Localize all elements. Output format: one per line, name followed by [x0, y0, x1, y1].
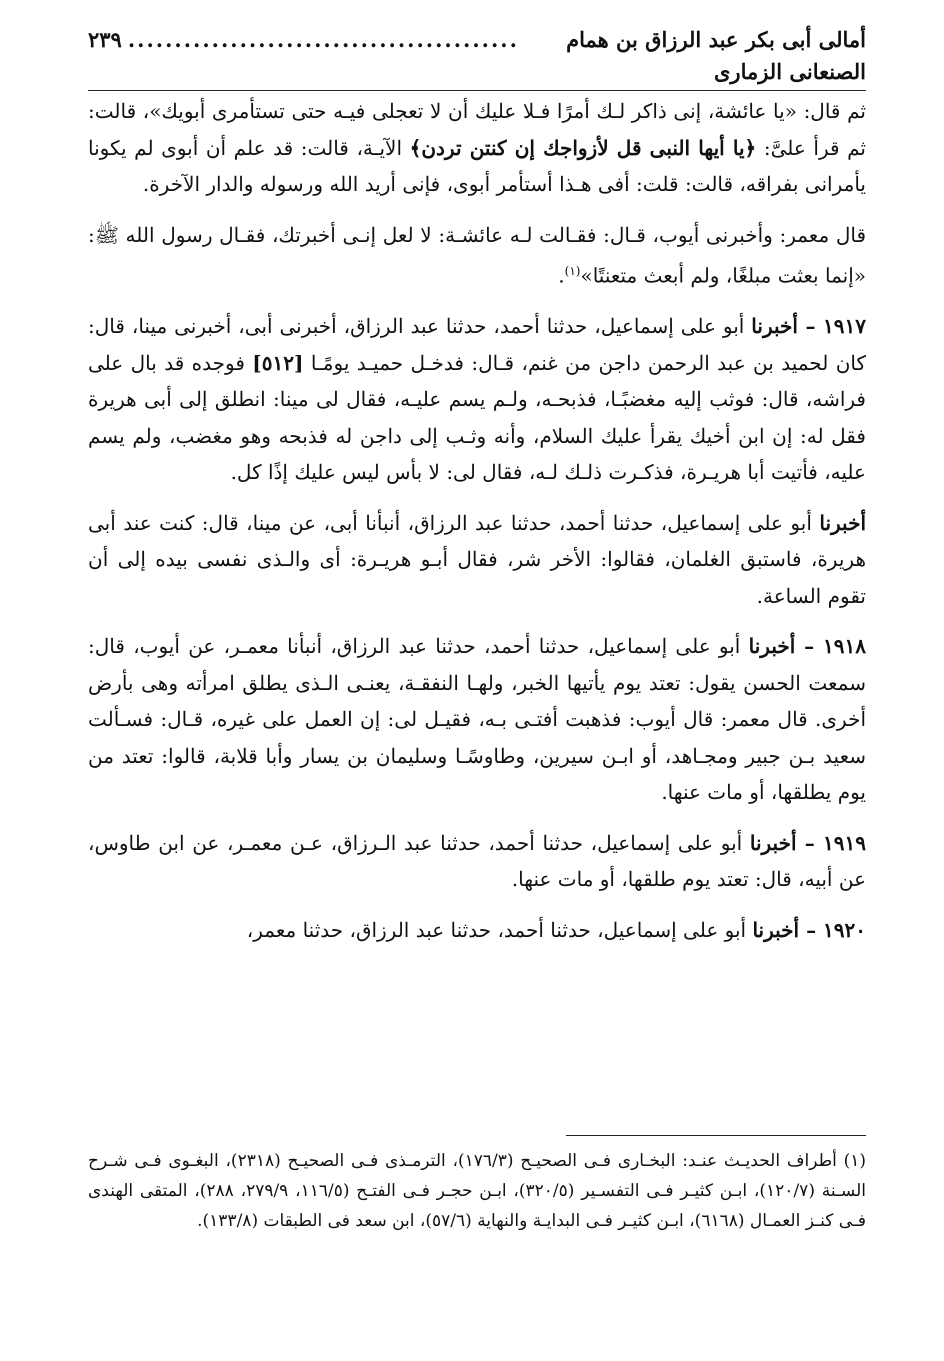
- footnote-reference[interactable]: (١): [564, 264, 581, 278]
- hadith-1917: [88, 308, 866, 491]
- hadith-text: أبو على إسماعيل، حدثنا أحمد، حدثنا عبد الرزاق، أنبأنا أبى، عن مينا، قال: كنت عند أبى هريرة، فاستبق الغلمان، فقالوا: الأخر شر، فقال أبـو هريـرة: أى والـذى نفسى بيده إلى أن تقوم الساعة.: [88, 510, 866, 608]
- hadith-lead: – أخبرنا: [748, 634, 824, 659]
- paragraph-2-end: .: [558, 263, 565, 288]
- hadith-number: ١٩٢٠: [823, 917, 866, 942]
- hadith-text: أبو على إسماعيل، حدثنا أحمد، حدثنا عبد الرزاق، حدثنا معمر،: [246, 917, 753, 942]
- footnote-divider: [566, 1135, 866, 1136]
- hadith-text: أبو على إسماعيل، حدثنا أحمد، حدثنا عبد الـرزاق، عـن معمـر، عن ابن طاوس، عن أبيه، قال: تعتد يوم طلقها، أو مات عنها.: [88, 830, 866, 892]
- hadith-lead: أخبرنا: [819, 510, 866, 535]
- paragraph-1: [88, 93, 866, 203]
- hadith-lead: – أخبرنا: [749, 830, 824, 855]
- hadith-number: ١٩١٧: [823, 314, 867, 339]
- hadith-1918: [88, 628, 866, 811]
- running-header: [88, 24, 866, 91]
- footnote: (١) أطراف الحديـث عنـد: البخـارى فـى الصحيـح (١٧٦/٣)، الترمـذى فـى الصحيـح (٢٣١٨)، البغـوى فـى شـرح السـنة (١٢٠/٧)، ابـن كثيـر فـى التفسـير (٣٢٠/٥)، ابـن حجـر فـى الفتـح (١١٦/٥، ٢٧٩/٩، ٢٨٨)، المتقى الهندى فـى كنـز العمـال (٦١٦٨)، ابـن كثيـر فـى البدايـة والنهاية (٥٧/٦)، ابن سعد فى الطبقات (١٣٣/٨).: [88, 1151, 867, 1231]
- hadith-unnumbered: [88, 505, 866, 615]
- hadith-number: ١٩١٩: [823, 830, 867, 855]
- hadith-lead: – أخبرنا: [752, 917, 824, 942]
- hadith-text-cont: فوجده قد بال على فراشه، قال: فوثب إليه مغضبًـا، فذبحـه، ولـم يسم عليـه، فقال لى مينا: انطلق إلى أبى هريرة فقل له: إن ابن أخيك يقرأ عليك السلام، وأنه وثـب إلى داجن له فذبحه وهو مغضب، ولم يسم عليه، فأتيت أبا هريـرة، فذكـرت ذلـك لـه، فقال لى: لا بأس ليس عليك إذًا كل.: [88, 350, 866, 485]
- paragraph-1-text-a: ثم قال: «يا عائشة، إنى ذاكر لـك أمرًا فـلا عليك أن لا تعجلى فيـه حتى تستأمرى أبويك»، قالت: ثم قرأ علىَّ:: [88, 99, 866, 160]
- hadith-1919: [88, 825, 866, 898]
- paragraph-1-text-b: الآيـة، قالت: قد علم أن أبوى لم يكونا يأمرانى بفراقه، قالت: قلت: أفى هـذا أستأمر أبوى، فإنى أريد الله ورسوله والدار الآخرة.: [88, 135, 866, 196]
- hadith-number: ١٩١٨: [823, 634, 866, 659]
- header-title: أمالى أبى بكر عبد الرزاق بن همام الصنعانى الزمارى: [566, 27, 866, 84]
- quran-quote: ﴿يا أيها النبى قل لأزواجك إن كنتن تردن﴾: [409, 135, 757, 160]
- paragraph-2-text: قال معمر: وأخبرنى أيوب، قـال: فقـالت لـه عائشـة: لا لعل إنـى أخبرتك، فقـال رسول الله ﷺ: «إنما بعثت مبلغًا، ولم أبعث متعنتًا»: [88, 222, 867, 288]
- hadith-text: أبو على إسماعيل، حدثنا أحمد، حدثنا عبد الرزاق، أنبأنا معمـر، عن أيوب، قال: سمعت الحسن يقول: تعتد يوم يأتيها الخبر، ولهـا النفقـة، يعنـى الـذى يطلق امرأته وهى بأرض أخرى. قال معمر: قال أيوب: فذهبت أفتـى بـه، فقيـل لى: إن العمل على غيره، قـال: فسـألت سعيد بـن جبير ومجـاهد، أو ابـن سيرين، وطاوسًـا وسليمان بن يسار وأبا قلابة، قالوا: تعتد من يوم يطلقها، أو مات عنها.: [88, 634, 866, 805]
- header-dots: ..........................................: [127, 27, 519, 52]
- paragraph-2: [88, 217, 866, 295]
- hadith-text: أبو على إسماعيل، حدثنا أحمد، حدثنا عبد الرزاق، أخبرنى أبى، أخبرنى مينا، قال: كان لحميد بن عبد الرحمن داجن من غنم، قـال: فدخـل حميـد يومًـا: [88, 314, 866, 375]
- hadith-1920: [88, 912, 866, 949]
- hadith-lead: – أخبرنا: [751, 314, 824, 339]
- manuscript-folio-marker: [٥١٢]: [252, 350, 304, 375]
- page-number: ٢٣٩: [88, 27, 122, 52]
